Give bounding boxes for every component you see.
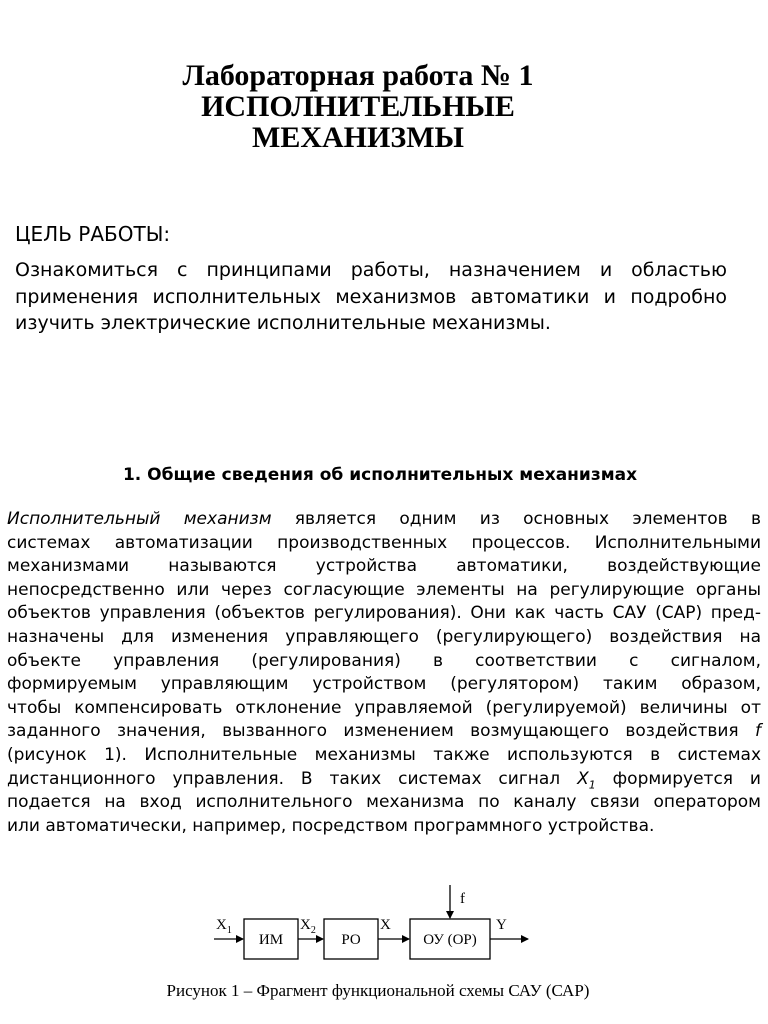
body-line [7,720,761,744]
body-line-start: заданного значения, вызванного изменением возмущающего воздействия [7,721,755,742]
functional-diagram [130,883,630,983]
block-actuator-label: ИМ [258,932,284,948]
disturbance-symbol: f [755,721,761,742]
body-line: объекте управления (регулирования) в соответствии с сигналом, [7,650,761,671]
output-label: Y [496,917,507,933]
body-line-start: дистанционного управления. В таких системах сигнал [7,768,578,789]
signal-x2-label: $X_2$ [300,917,316,936]
block-regulating-organ-label: РО [341,932,361,948]
body-line: объектов управления (объектов регулирования). Они как часть САУ (САР) пред- [7,603,761,624]
goal-line: Ознакомиться с принципами работы, назначением и областью [15,259,727,281]
body-line [7,508,761,532]
page-title [0,60,716,153]
disturbance-label: f [460,891,465,907]
figure-caption: Рисунок 1 – Фрагмент функциональной схемы САУ (САР) [166,981,590,1000]
title-line-2: ИСПОЛНИТЕЛЬНЫЕ [201,90,515,123]
body-line: непосредственно или через согласующие элементы на регулирующие органы [7,579,761,600]
body-line-end: формируется и [595,768,761,789]
body-line: или автоматически, например, посредством программного устройства. [7,815,655,836]
goal-line: изучить электрические исполнительные механизмы. [15,312,551,334]
body-line [7,768,761,792]
body-paragraph [7,508,761,838]
body-line-rest: является одним из основных элементов в [271,509,761,529]
body-line: подается на вход исполнительного механизма по каналу связи оператором [7,792,761,813]
body-line: чтобы компенсировать отклонение управляемой (регулируемой) величины от [7,697,761,718]
body-line: формируемым управляющим устройством (регулятором) таким образом, [7,674,761,695]
section-heading: 1. Общие сведения об исполнительных механизмах [122,465,638,485]
block-control-object-label: ОУ (ОР) [423,932,477,948]
body-line: (рисунок 1). Исполнительные механизмы также используются в системах [7,744,761,765]
title-line-3: МЕХАНИЗМЫ [252,121,464,154]
body-line: системах автоматизации производственных процессов. Исполнительными [7,532,761,553]
term-italic: Исполнительный механизм [7,509,272,529]
title-line-1: Лабораторная работа № 1 [182,59,534,92]
signal-x-label: X [380,917,391,933]
signal-x1-label: $X_1$ [216,917,232,936]
body-line: механизмами называются устройства автоматики, воздействующие [7,556,761,577]
goal-line: применения исполнительных механизмов автоматики и подробно [15,285,727,308]
signal-symbol: $X_1$ [577,768,596,791]
goal-paragraph [15,257,727,337]
goal-heading: ЦЕЛЬ РАБОТЫ: [15,222,171,246]
body-line: назначены для изменения управляющего (регулирующего) воздействия на [7,626,761,647]
